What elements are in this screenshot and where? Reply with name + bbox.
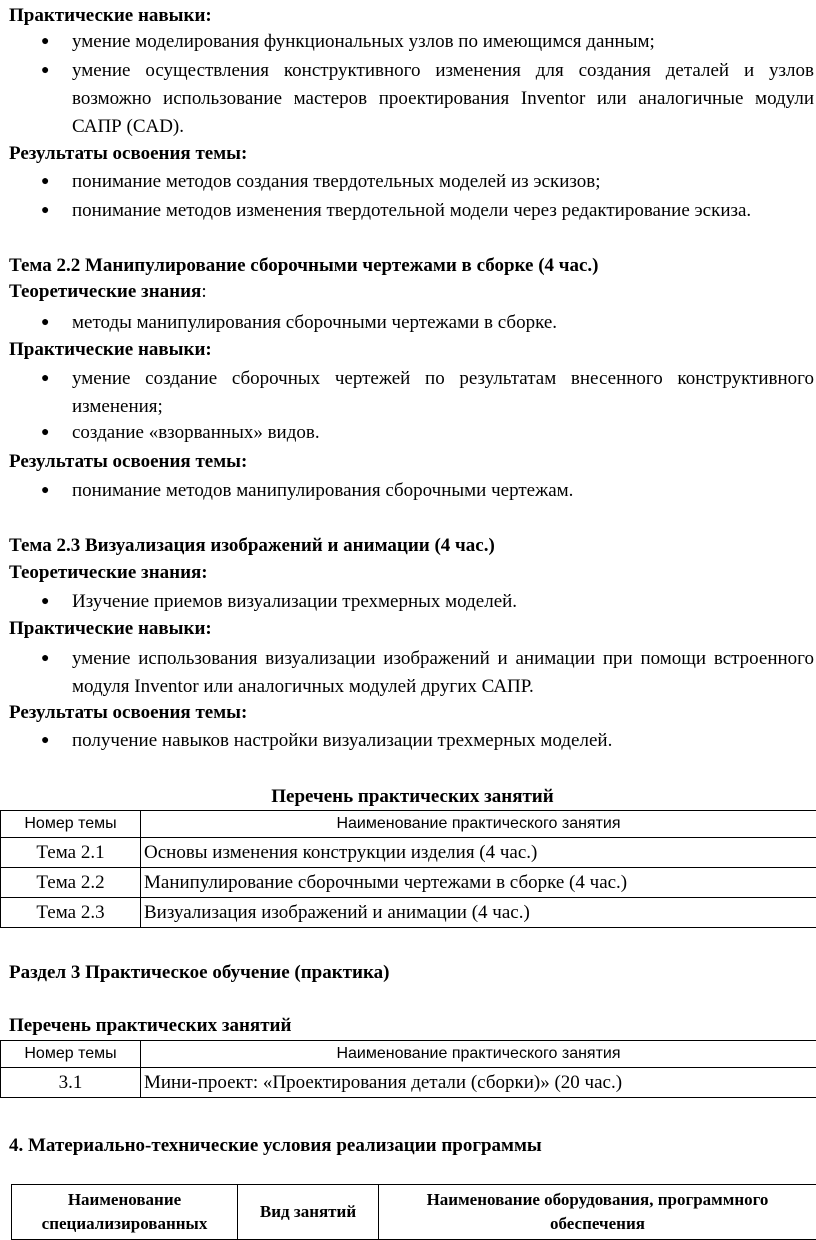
- bullet-icon: ●: [41, 727, 49, 755]
- table-header-row: [1, 811, 816, 838]
- bullet-icon: ●: [41, 28, 49, 56]
- table-row: [1, 838, 816, 868]
- list-item: ● умение использования визуализации изображений и анимации при помощи встроенного модуля Inventor или аналогичных модулей других САПР.: [72, 645, 814, 701]
- table-cell: Мини-проект: «Проектирования детали (сборки)» (20 час.): [141, 1068, 816, 1098]
- list-item: ● получение навыков настройки визуализации трехмерных моделей.: [72, 727, 814, 755]
- list-item: ● понимание методов создания твердотельных моделей из эскизов;: [72, 168, 814, 196]
- list-item: ● умение создание сборочных чертежей по результатам внесенного конструктивного изменения;: [72, 365, 814, 421]
- list-item: ● понимание методов изменения твердотельной модели через редактирование эскиза.: [72, 197, 814, 225]
- bullet-icon: ●: [41, 168, 49, 196]
- results-heading: Результаты освоения темы:: [9, 700, 814, 726]
- section-title: 4. Материально-технические условия реализации программы: [9, 1133, 814, 1159]
- bullet-icon: ●: [41, 419, 49, 447]
- column-header: Наименование оборудования, программного обеспечения: [379, 1185, 816, 1240]
- list-item: ● создание «взорванных» видов.: [72, 419, 814, 447]
- practice-table: [0, 810, 816, 928]
- table-cell: Тема 2.1: [1, 838, 141, 868]
- bullet-icon: ●: [41, 57, 49, 85]
- column-header: Вид занятий: [238, 1185, 379, 1240]
- table-row: [1, 1068, 816, 1098]
- table-cell: Тема 2.2: [1, 868, 141, 898]
- skills-heading: Практические навыки:: [9, 3, 814, 29]
- equipment-table: [11, 1184, 816, 1240]
- column-header: Наименование практического занятия: [141, 811, 816, 838]
- column-header: Номер темы: [1, 811, 141, 838]
- table-cell: 3.1: [1, 1068, 141, 1098]
- table-cell: Манипулирование сборочными чертежами в сборке (4 час.): [141, 868, 816, 898]
- column-header: Номер темы: [1, 1041, 141, 1068]
- practice-table-section3: [0, 1040, 816, 1098]
- bullet-icon: ●: [41, 477, 49, 505]
- section-title: Раздел 3 Практическое обучение (практика): [9, 960, 814, 986]
- list-item: ● Изучение приемов визуализации трехмерных моделей.: [72, 588, 814, 616]
- table-caption: Перечень практических занятий: [9, 1013, 814, 1039]
- table-cell: Визуализация изображений и анимации (4 час.): [141, 898, 816, 928]
- table-cell: Основы изменения конструкции изделия (4 час.): [141, 838, 816, 868]
- theory-heading: Теоретические знания:: [9, 279, 814, 305]
- topic-title: Тема 2.2 Манипулирование сборочными чертежами в сборке (4 час.): [9, 253, 814, 279]
- list-item: ● умение моделирования функциональных узлов по имеющимся данным;: [72, 28, 814, 56]
- list-item: ● умение осуществления конструктивного изменения для создания деталей и узлов возможно использование мастеров проектирования Inventor или аналогичные модули САПР (CAD).: [72, 57, 814, 141]
- table-header-row: [12, 1185, 816, 1240]
- table-row: [1, 898, 816, 928]
- table-row: [1, 868, 816, 898]
- table-header-row: [1, 1041, 816, 1068]
- list-item: ● понимание методов манипулирования сборочными чертежам.: [72, 477, 814, 505]
- list-item: ● методы манипулирования сборочными чертежами в сборке.: [72, 309, 814, 337]
- results-heading: Результаты освоения темы:: [9, 449, 814, 475]
- bullet-icon: ●: [41, 309, 49, 337]
- skills-heading: Практические навыки:: [9, 616, 814, 642]
- table-caption: Перечень практических занятий: [9, 784, 816, 810]
- bullet-icon: ●: [41, 588, 49, 616]
- bullet-icon: ●: [41, 365, 49, 393]
- topic-title: Тема 2.3 Визуализация изображений и анимации (4 час.): [9, 533, 814, 559]
- theory-heading: Теоретические знания:: [9, 560, 814, 586]
- column-header: Наименование специализированных: [12, 1185, 238, 1240]
- table-cell: Тема 2.3: [1, 898, 141, 928]
- bullet-icon: ●: [41, 645, 49, 673]
- bullet-icon: ●: [41, 197, 49, 225]
- results-heading: Результаты освоения темы:: [9, 141, 814, 167]
- column-header: Наименование практического занятия: [141, 1041, 816, 1068]
- skills-heading: Практические навыки:: [9, 337, 814, 363]
